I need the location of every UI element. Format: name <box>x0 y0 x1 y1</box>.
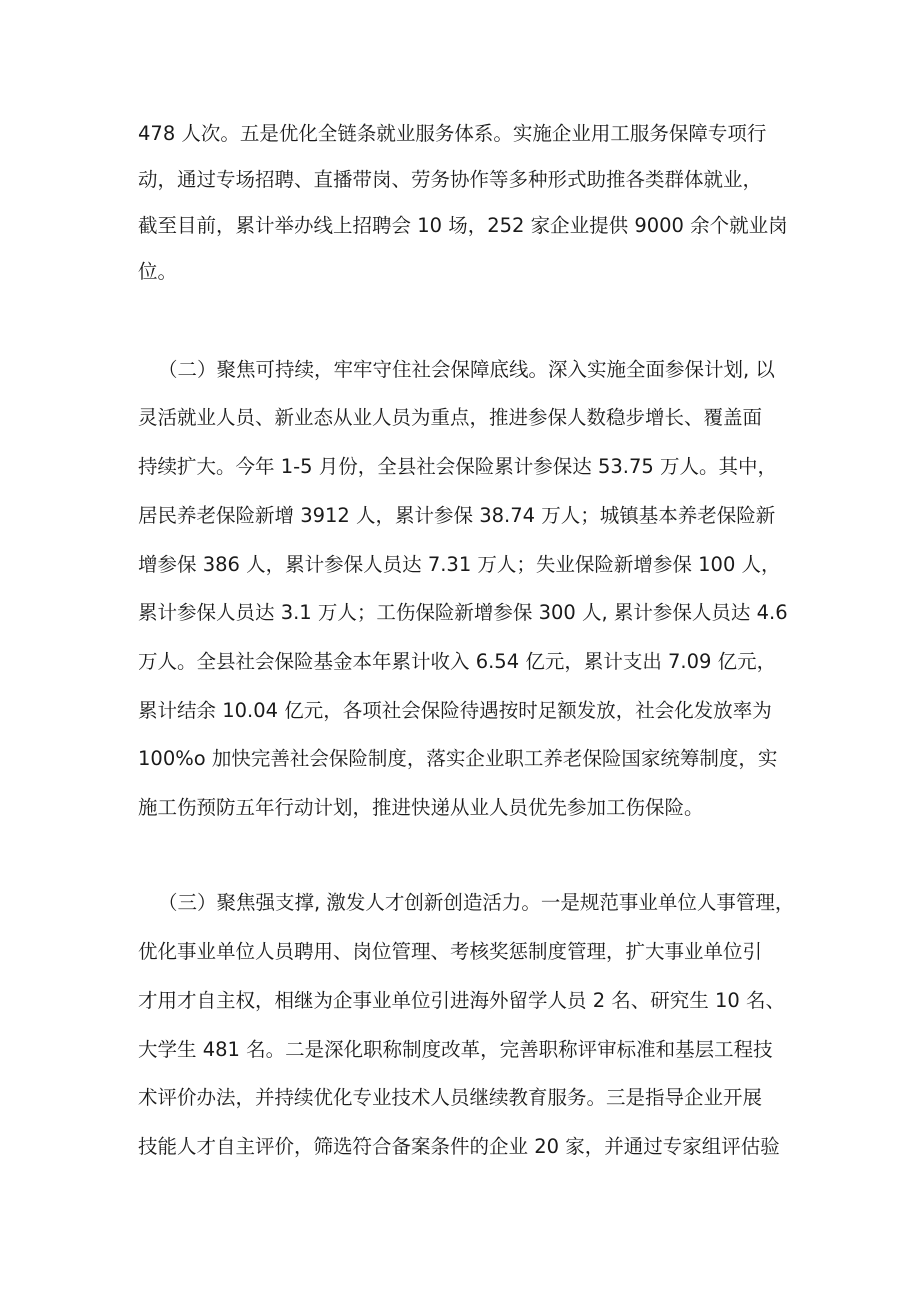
text-line: 持续扩大。今年 1-5 月份，全县社会保险累计参保达 53.75 万人。其中， <box>138 455 777 478</box>
text-line: 478 人次。五是优化全链条就业服务体系。实施企业用工服务保障专项行 <box>138 122 767 145</box>
text-line: （三）聚焦强支撑, 激发人才创新创造活力。一是规范事业单位人事管理， <box>158 891 795 914</box>
text-line: 技能人才自主评价，筛选符合备案条件的企业 20 家，并通过专家组评估验 <box>138 1135 780 1158</box>
text-line: 截至目前，累计举办线上招聘会 10 场，252 家企业提供 9000 余个就业岗 <box>138 214 788 237</box>
text-line: 居民养老保险新增 3912 人，累计参保 38.74 万人；城镇基本养老保险新 <box>138 504 776 527</box>
text-line: 累计结余 10.04 亿元，各项社会保险待遇按时足额发放，社会化发放率为 <box>138 699 772 722</box>
text-line: 术评价办法，并持续优化专业技术人员继续教育服务。三是指导企业开展 <box>138 1086 763 1109</box>
text-line: 才用才自主权，相继为企事业单位引进海外留学人员 2 名、研究生 10 名、 <box>138 989 786 1012</box>
text-line: 位。 <box>138 260 178 283</box>
text-line: 优化事业单位人员聘用、岗位管理、考核奖惩制度管理，扩大事业单位引 <box>138 940 763 963</box>
text-line: 灵活就业人员、新业态从业人员为重点，推进参保人数稳步增长、覆盖面 <box>138 406 763 429</box>
text-line: 累计参保人员达 3.1 万人；工伤保险新增参保 300 人, 累计参保人员达 4.6 <box>138 601 788 624</box>
text-line: （二）聚焦可持续，牢牢守住社会保障底线。深入实施全面参保计划, 以 <box>158 358 775 381</box>
text-line: 动，通过专场招聘、直播带岗、劳务协作等多种形式助推各类群体就业， <box>138 168 763 191</box>
text-line: 100%o 加快完善社会保险制度，落实企业职工养老保险国家统筹制度，实 <box>138 747 778 770</box>
text-line: 万人。全县社会保险基金本年累计收入 6.54 亿元，累计支出 7.09 亿元， <box>138 650 777 673</box>
text-line: 大学生 481 名。二是深化职称制度改革，完善职称评审标准和基层工程技 <box>138 1038 773 1061</box>
text-line: 施工伤预防五年行动计划，推进快递从业人员优先参加工伤保险。 <box>138 796 704 819</box>
text-line: 增参保 386 人，累计参保人员达 7.31 万人；失业保险新增参保 100 人， <box>138 553 781 576</box>
